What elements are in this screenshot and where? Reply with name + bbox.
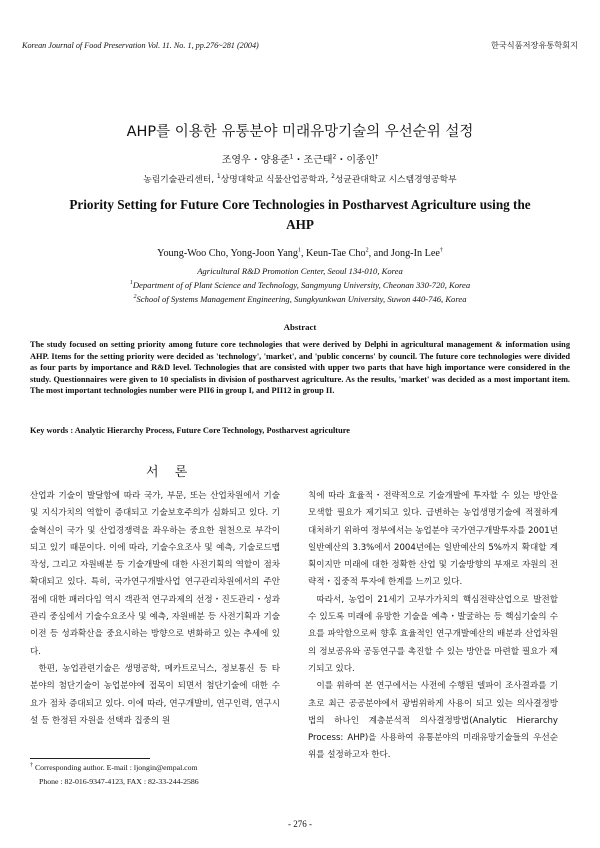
english-affiliation-0: Agricultural R&D Promotion Center, Seoul 134-010, Korea bbox=[197, 266, 403, 276]
korean-authors: 조영우・양용준$^1$・조근태$^2$・이종인† bbox=[221, 153, 379, 166]
english-affiliation-1: $^1$Department of of Plant Science and Technology, Sangmyung University, Cheonan 330-720, Korea bbox=[129, 280, 471, 290]
english-authors: Young-Woo Cho, Yong-Joon Yang$^1$, Keun-Tae Cho$^2$, and Jong-In Lee† bbox=[157, 247, 443, 259]
body-column-left bbox=[30, 488, 280, 730]
english-affiliation-2: $^2$School of Systems Management Engineering, Sungkyunkwan University, Suwon 440-746, Korea bbox=[133, 294, 467, 304]
paragraph: 따라서, 농업이 21세기 고부가가치의 핵심전략산업으로 발전할 수 있도록 미래에 유망한 기술을 예측・발굴하는 등 핵심기술의 수요를 파악함으로써 향후 효율적인 연구개발예산의 배분과 산업차원의 정보공유와 공동연구를 촉진할 수 있는 방안을 마련할 필요가 제기되고 있다. bbox=[308, 594, 558, 674]
abstract-heading: Abstract bbox=[283, 322, 317, 332]
korean-title: AHP를 이용한 유통분야 미래유망기술의 우선순위 설정 bbox=[126, 124, 474, 140]
paragraph: 한편, 농업관련기술은 생명공학, 메카트로닉스, 정보통신 등 타 분야의 첨단기술이 농업분야에 접목이 되면서 첨단기술에 대한 수요가 점차 증대되고 있다. 이에 따라, 연구개발비, 연구인력, 연구시설 등 한정된 자원을 선택과 집중의 원 bbox=[30, 663, 280, 726]
body-column-right bbox=[308, 488, 558, 765]
english-title: Priority Setting for Future Core Technologies in Postharvest Agriculture using the AHP bbox=[69, 197, 531, 232]
journal-citation: Korean Journal of Food Preservation Vol. 11. No. 1, pp.276~281 (2004) bbox=[22, 41, 259, 50]
korean-affiliations: 농림기술관리센터, $^1$상명대학교 식물산업공학과, $^2$성균관대학교 시스템경영공학부 bbox=[143, 173, 457, 185]
abstract-text: The study focused on setting priority among future core technologies that were derived by Delphi in agricultural management & information using AHP. Items for the setting priority were decided as 'technology', 'market', and 'public concerns' by council. The future core technologies were divided as four parts by importance and R&D level. Technologies that are consisted with upper two parts that have high importance were considered in the study. Questionnaires were given to 10 specialists in division of postharvest agriculture. As the results, 'market' was decided as a most important item. The most important technologies number were PII6 in group I, and PII12 in group II. bbox=[30, 340, 570, 396]
author-ko: 조영우 bbox=[221, 155, 251, 166]
paragraph: 이를 위하여 본 연구에서는 사전에 수행된 델파이 조사결과를 기초로 최근 공공분야에서 광범위하게 사용이 되고 있는 의사결정방법의 하나인 계층분석적 의사결정방법(Analytic Hierarchy Process: AHP)을 사용하여 유통분야의 미래유망기술들의 우선순위를 설정하고자 한다. bbox=[308, 681, 558, 761]
page-number: - 276 - bbox=[288, 819, 312, 829]
paragraph: 산업과 기술이 발달함에 따라 국가, 부문, 또는 산업차원에서 기술 및 지식가치의 역할이 증대되고 기술보호주의가 심화되고 있다. 기술혁신이 국가 및 산업경쟁력을 좌우하는 중요한 원천으로 부각이 되고 있기 때문이다. 이에 따라, 기술수요조사 및 예측, 기술로드맵 작성, 그리고 자원배분 등 기술개발에 대한 사전기획의 역할이 점차 확대되고 있다. 특히, 국가연구개발사업 연구관리차원에서의 주안점에 대한 패러다임 역시 객관적 연구과제의 선정・진도관리・성과관리 중심에서 기술수요조사 및 예측, 자원배분 등 사전기획과 기술이전 등 성과확산을 중요시하는 방향으로 변화하고 있는 추세에 있다. bbox=[30, 491, 280, 657]
footnote-divider bbox=[30, 758, 150, 759]
keywords: Key words : Analytic Hierarchy Process, Future Core Technology, Postharvest agriculture bbox=[30, 426, 350, 435]
society-name: 한국식품저장유통학회지 bbox=[490, 40, 578, 50]
author-ko: 조근태 bbox=[303, 155, 333, 166]
author-ko: 양용준 bbox=[260, 155, 290, 166]
corresponding-author-footnote: † Corresponding author. E-mail : ljongin@empal.com Phone : 82-016-9347-4123, FAX : 82-33-244-2586 bbox=[30, 762, 199, 786]
paragraph: 칙에 따라 효율적・전략적으로 기술개발에 투자할 수 있는 방안을 모색할 필요가 제기되고 있다. 급변하는 농업생명기술에 적절하게 대처하기 위하여 정부에서는 농업분야 국가연구개발투자를 2001년 일반예산의 3.3%에서 2004년에는 일반예산의 5%까지 확대할 계획이지만 미래에 대한 정확한 산업 및 기술방향의 부재로 자원의 전략적・집중적 투자에 한계를 느끼고 있다. bbox=[308, 491, 558, 588]
author-ko: 이종인 bbox=[346, 155, 376, 166]
section-heading-introduction: 서 론 bbox=[146, 465, 194, 480]
